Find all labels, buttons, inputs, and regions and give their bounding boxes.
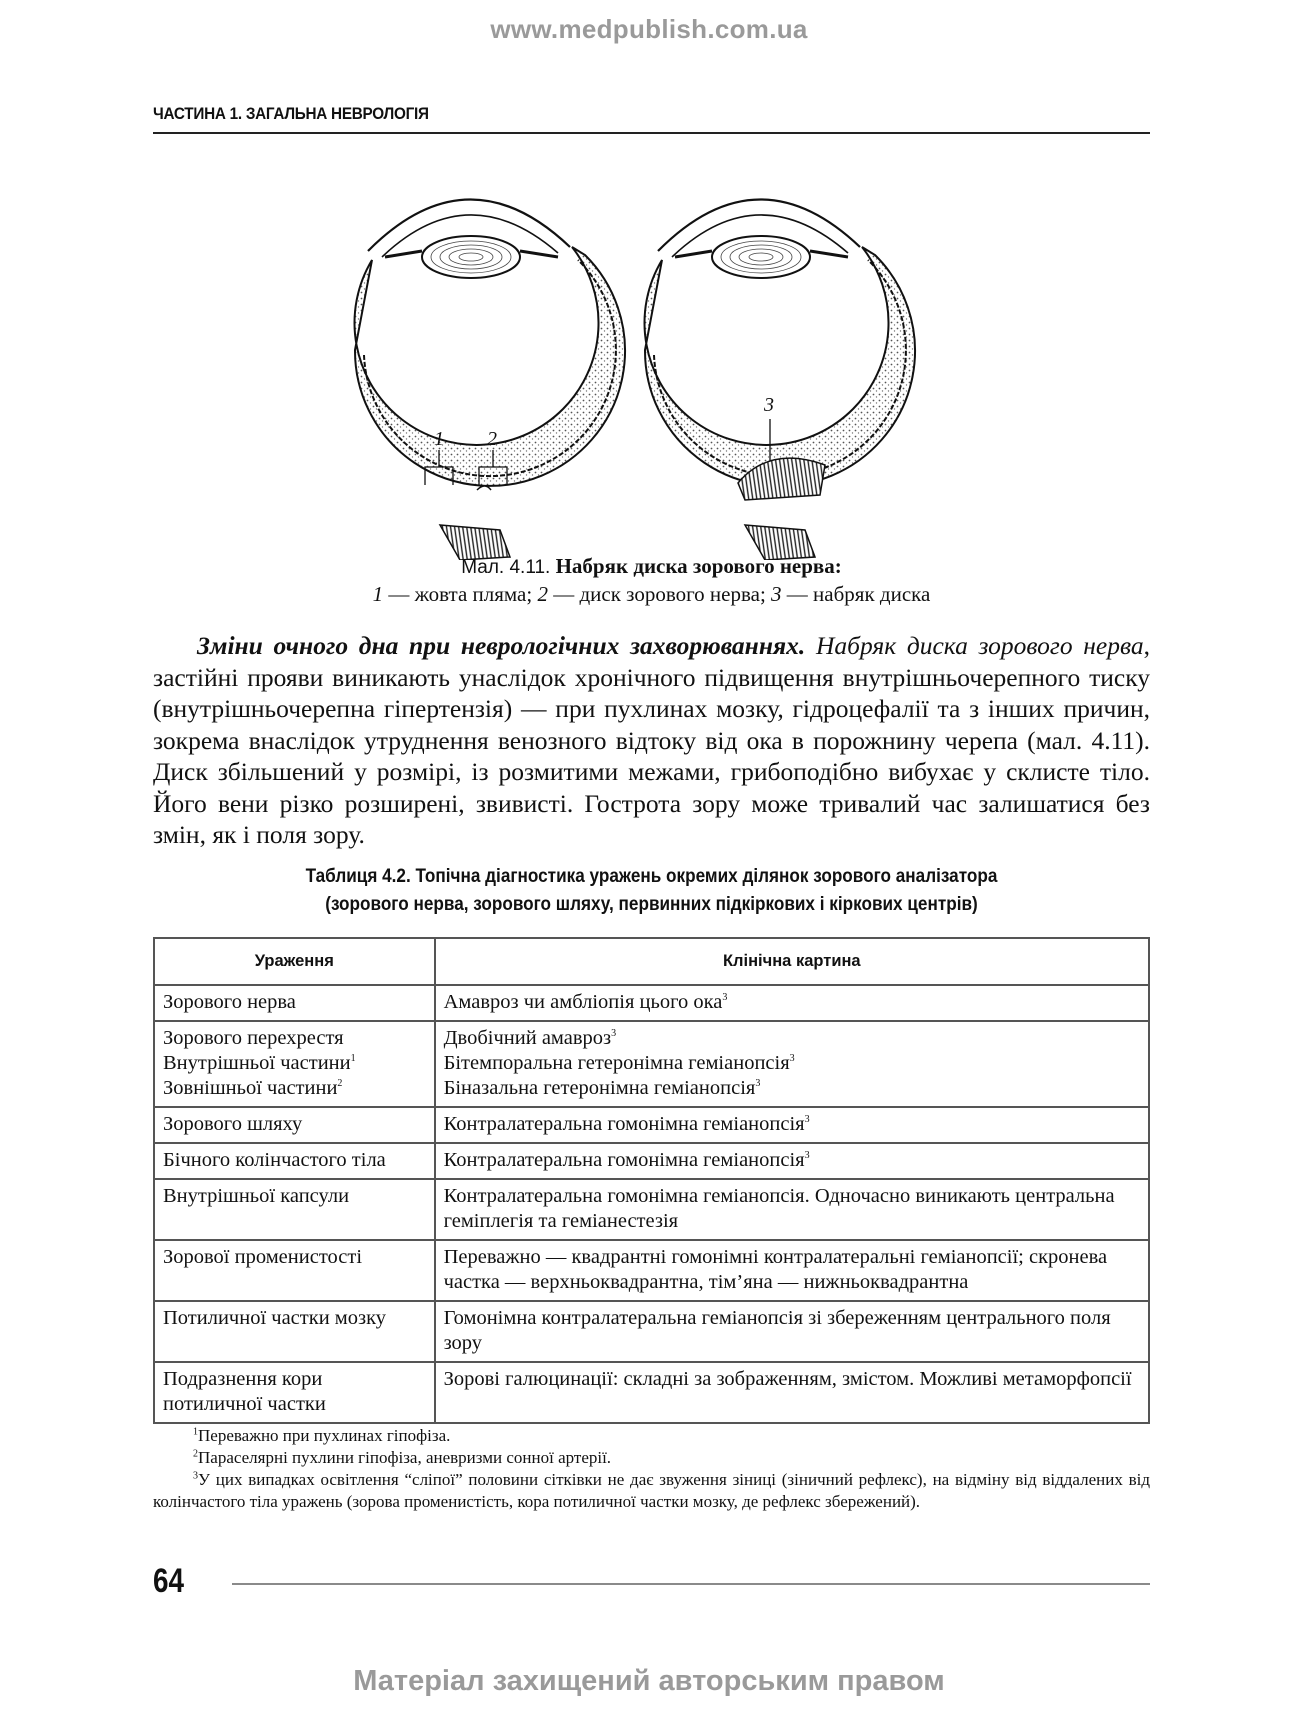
copyright-watermark: Матеріал захищений авторським правом [353,1665,945,1697]
cell-lesion [154,1107,435,1143]
table-row [154,1021,1149,1107]
cell-clinical-picture [435,1301,1149,1362]
cell-text: Подразнення кори потиличної частки [163,1368,326,1415]
cell-line [444,1184,1140,1234]
cell-line [163,1026,426,1051]
footnote-ref: 3 [789,1053,795,1065]
header-clinical-picture: Клінічна картина [435,938,1149,985]
cell-line [163,1076,426,1101]
legend-text: — жовта пляма; [383,582,538,606]
cell-line [444,1076,1140,1101]
table-title-line2: (зорового нерва, зорового шляху, первинних підкіркових і кіркових центрів) [325,893,978,915]
cell-text: Внутрішньої капсули [163,1185,350,1207]
table-label: Таблиця 4.2. [305,865,411,887]
paragraph-term: Набряк диска зорового нерва [815,631,1144,660]
table-row [154,1240,1149,1301]
footnote-ref: 1 [350,1053,356,1065]
table-title [213,862,1090,918]
footnote-ref: 3 [722,992,728,1004]
cell-text: Потиличної частки мозку [163,1307,387,1329]
cell-line [444,1245,1140,1295]
figure-label-1: 1 [434,428,444,450]
cell-text: Зорового нерва [163,991,296,1013]
eye-normal [355,199,625,560]
cell-lesion [154,1240,435,1301]
cell-clinical-picture [435,985,1149,1021]
table-row [154,1107,1149,1143]
cell-line [444,1148,1140,1173]
footnote-number: 2 [193,1448,198,1460]
legend-num: 1 [372,582,384,606]
table-row [154,1301,1149,1362]
eye-diagram-figure [330,165,970,560]
footer-rule [232,1583,1150,1585]
cell-text: Контралатеральна гомонімна геміанопсія [443,1149,805,1171]
cell-lesion [154,1179,435,1240]
cell-text: Переважно — квадрантні гомонімні контралатеральні геміанопсії; скронева частка — верхньоквадрантна, тім’яна — нижньоквадрантна [443,1246,1108,1293]
footnote-ref: 3 [755,1078,761,1090]
running-head: ЧАСТИНА 1. ЗАГАЛЬНА НЕВРОЛОГІЯ [153,104,429,123]
footnote-text: Переважно при пухлинах гіпофіза. [198,1426,451,1445]
cell-line [444,1051,1140,1076]
cell-clinical-picture [435,1179,1149,1240]
cell-text: Гомонімна контралатеральна геміанопсія зі збереженням центрального поля зору [443,1307,1111,1354]
cell-line [163,1148,426,1173]
paragraph-text: , застійні прояви виникають унаслідок хронічного підвищення внутрішньочерепного тиску (внутрішньочерепна гіпертензія) — при пухлинах мозку, гідроцефалії та з інших причин, зокрема внаслідок утруднення венозного відтоку від ока в порожнину черепа (мал. 4.11). Диск збільшений у розмірі, із розмитими межами, грибоподібно вибухає у склисте тіло. Його вени різко розширені, звивисті. Гострота зору може тривалий час залишатися без змін, як і поля зору. [153,631,1151,849]
footnote [153,1469,1150,1513]
table-row [154,985,1149,1021]
footnote-ref: 2 [337,1078,343,1090]
cell-line [444,1367,1140,1392]
footnote [153,1425,1150,1447]
table-title-line1: Топічна діагностика уражень окремих ділянок зорового аналізатора [415,865,998,887]
cell-text: Зорової променистості [163,1246,363,1268]
legend-num: 2 [537,582,548,606]
cell-clinical-picture [435,1021,1149,1107]
cell-lesion [154,1143,435,1179]
cell-line [163,1367,426,1417]
footnote [153,1447,1150,1469]
header-lesion: Ураження [154,938,435,985]
footnote-number: 3 [193,1470,198,1482]
cell-text: Зорові галюцинації: складні за зображенням, змістом. Можливі метаморфопсії [443,1368,1132,1390]
figure-label-2: 2 [487,428,497,450]
footnote-text: У цих випадках освітлення “сліпої” половини сітківки не дає звуження зіниці (зіничний рефлекс), на відміну від віддалених від колінчастого тіла уражень (зорова променистість, кора потиличної частки мозку, де рефлекс збережений). [153,1470,1150,1511]
cell-clinical-picture [435,1240,1149,1301]
legend-text: — набряк диска [781,582,931,606]
figure-caption [153,553,1150,608]
cell-clinical-picture [435,1143,1149,1179]
footnote-text: Параселярні пухлини гіпофіза, аневризми сонної артерії. [198,1448,612,1467]
cell-line [444,1306,1140,1356]
cell-line [444,990,1140,1015]
cell-text: Зовнішньої частини [163,1077,338,1099]
legend-num: 3 [771,582,782,606]
header-rule [153,132,1150,134]
cell-text: Амавроз чи амбліопія цього ока [443,991,723,1013]
cell-line [163,1051,426,1076]
cell-line [163,1306,426,1331]
legend-text: — диск зорового нерва; [547,582,772,606]
footnote-ref: 3 [611,1028,617,1040]
cell-text: Внутрішньої частини [163,1052,351,1074]
cell-text: Двобічний амавроз [443,1027,612,1049]
topical-diagnosis-table [153,937,1150,1424]
cell-lesion [154,1021,435,1107]
cell-text: Бітемпоральна гетеронімна геміанопсія [443,1052,790,1074]
cell-line [163,1112,426,1137]
cell-text: Контралатеральна гомонімна геміанопсія [443,1113,805,1135]
cell-clinical-picture [435,1107,1149,1143]
body-paragraph [153,630,1150,851]
cell-text: Біназальна гетеронімна геміанопсія [443,1077,756,1099]
footnote-ref: 3 [804,1114,810,1126]
caption-legend [153,581,1150,608]
cell-lesion [154,1301,435,1362]
cell-line [444,1112,1140,1137]
cell-line [163,1184,426,1209]
watermark-url: www.medpublish.com.ua [490,14,808,44]
eye-papilledema [645,199,915,560]
caption-label: Мал. 4.11. [461,557,551,578]
cell-text: Зорового перехрестя [163,1027,344,1049]
cell-clinical-picture [435,1362,1149,1423]
cell-line [444,1026,1140,1051]
paragraph-lead: Зміни очного дна при неврологічних захворюваннях. [197,631,806,660]
cell-lesion [154,985,435,1021]
page-number: 64 [153,1562,185,1600]
table-row [154,1143,1149,1179]
table-header-row [154,938,1149,985]
cell-line [163,990,426,1015]
cell-text: Контралатеральна гомонімна геміанопсія. Одночасно виникають центральна геміплегія та геміанестезія [443,1185,1115,1232]
cell-text: Зорового шляху [163,1113,303,1135]
footnote-number: 1 [193,1426,198,1438]
cell-text: Бічного колінчастого тіла [163,1149,386,1171]
footnotes [153,1425,1150,1513]
table-row [154,1179,1149,1240]
cell-line [163,1245,426,1270]
cell-lesion [154,1362,435,1423]
footnote-ref: 3 [804,1150,810,1162]
figure-label-3: 3 [764,394,774,416]
table-row [154,1362,1149,1423]
caption-title: Набряк диска зорового нерва: [555,554,842,578]
